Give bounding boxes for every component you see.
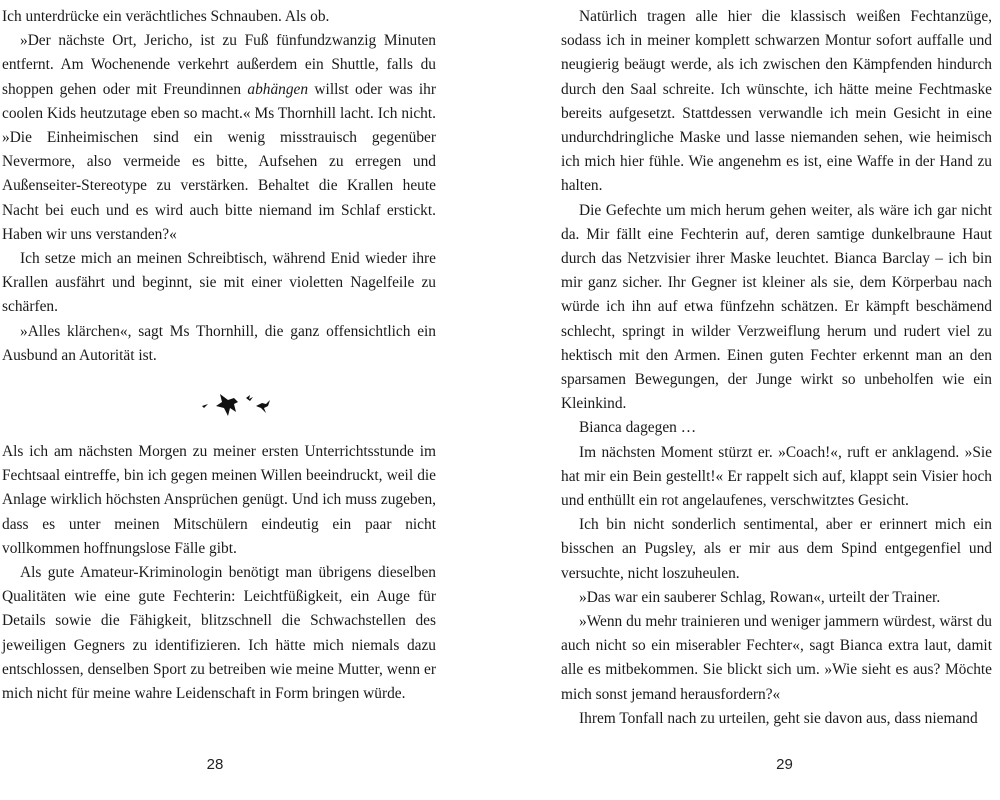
paragraph: Ich bin nicht sonderlich sentimental, aber er erinnert mich ein bisschen an Pugsley, als er mir aus dem Spind entgegenfiel und versuchte, nicht loszuheulen. xyxy=(561,516,992,582)
paragraph: Als ich am nächsten Morgen zu meiner ersten Unterrichtsstunde im Fechtsaal eintreffe, bin ich gegen meinen Willen beeindruckt, weil die Anlage wirklich höchsten Ansprüchen genügt. Und ich muss zugeben, dass es unter meinen Mitschülern eindeutig ein paar nicht vollkommen hoffnungslose Fälle gibt. xyxy=(2,443,436,557)
paragraph: Bianca dagegen … xyxy=(579,419,697,437)
section-break-ornament xyxy=(2,368,436,440)
left-page xyxy=(0,0,444,800)
paragraph: Ich setze mich an meinen Schreibtisch, während Enid wieder ihre Krallen ausfährt und beginnt, sie mit einer violetten Nagelfeile zu schärfen. xyxy=(2,250,436,316)
paragraph: Im nächsten Moment stürzt er. »Coach!«, ruft er anklagend. »Sie hat mir ein Bein gestellt!« Er rappelt sich auf, klappt sein Visier hoch und enthüllt ein rot angelaufenes, verschwitztes Gesicht. xyxy=(561,443,992,510)
right-page xyxy=(559,0,1000,800)
page-number: 29 xyxy=(776,756,793,773)
page-number: 28 xyxy=(206,756,224,773)
paragraph-part: willst oder was ihr coolen Kids heutzutage eben so macht.« Ms Thornhill lacht. Ich nicht. »Die Einheimischen sind ein wenig misstrauisch gegenüber Nevermore, also vermeide es bitte, Aufsehen zu erregen und Außenseiter-Stereotype zu verstärken. Behaltet die Krallen heute Nacht bei euch und es wird auch bitte niemand im Schlaf erstickt. Haben wir uns verstanden?« xyxy=(2,80,436,243)
emphasized-word: abhängen xyxy=(247,80,309,98)
paragraph: »Wenn du mehr trainieren und weniger jammern würdest, wärst du auch nicht so ein miserabler Fechter«, sagt Bianca extra laut, damit alle es mitbekommen. Sie blickt sich um. »Wie sieht es aus? Möchte mich sonst jemand herausfordern?« xyxy=(561,613,992,703)
raven-ornament-icon xyxy=(194,386,284,422)
paragraph: Ich unterdrücke ein verächtliches Schnauben. Als ob. xyxy=(2,8,330,25)
paragraph: Die Gefechte um mich herum gehen weiter, als wäre ich gar nicht da. Mir fällt eine Fechterin auf, deren samtige dunkelbraune Haut durch das Netzvisier ihrer Maske leuchtet. Bianca Barclay – ich bin mir ganz sicher. Ihr Gegner ist kleiner als sie, dem Körperbau nach würde ich ihn auf etwa fünfzehn schätzen. Er kämpft beschämend schlecht, springt in wilder Verzweiflung herum und rudert viel zu hektisch mit den Armen. Einen guten Fechter erkennt man an den sparsamen Bewegungen, der Junge wirkt so unbeholfen wie ein Kleinkind. xyxy=(561,201,992,413)
paragraph xyxy=(2,29,436,247)
paragraph: Natürlich tragen alle hier die klassisch weißen Fechtanzüge, sodass ich in meiner komplett schwarzen Montur sofort auffalle und neugierig beäugt werde, als ich zwischen den Kämpfenden hindurch durch den Saal schreite. Ich wünschte, ich hätte meine Fechtmaske bereits aufgesetzt. Stattdessen verwandle ich mein Gesicht in eine undurchdringliche Maske und lasse niemanden sehen, wie heimisch ich mich hier fühle. Wie angenehm es ist, eine Waffe in der Hand zu halten. xyxy=(561,8,992,195)
paragraph: Als gute Amateur-Kriminologin benötigt man übrigens dieselben Qualitäten wie eine gute Fechterin: Leichtfüßigkeit, ein Auge für Details sowie die Fähigkeit, blitzschnell die Schwachstellen des jeweiligen Gegners zu identifizieren. Ich hätte mich niemals dazu entschlossen, denselben Sport zu betreiben wie meine Mutter, wenn er mich nicht für meine wahre Leidenschaft in Form bringen würde. xyxy=(2,564,436,703)
paragraph: »Das war ein sauberer Schlag, Rowan«, urteilt der Trainer. xyxy=(579,588,941,606)
paragraph: Ihrem Tonfall nach zu urteilen, geht sie davon aus, dass niemand xyxy=(579,709,978,727)
paragraph: »Alles klärchen«, sagt Ms Thornhill, die ganz offensichtlich ein Ausbund an Autorität ist. xyxy=(2,322,436,364)
paragraph-part: »Der nächste Ort, Jericho, ist zu Fuß fünfundzwanzig Minuten entfernt. Am Wochenende verkehrt außerdem ein Shuttle, falls du shoppen gehen oder mit Freundinnen xyxy=(2,32,436,98)
